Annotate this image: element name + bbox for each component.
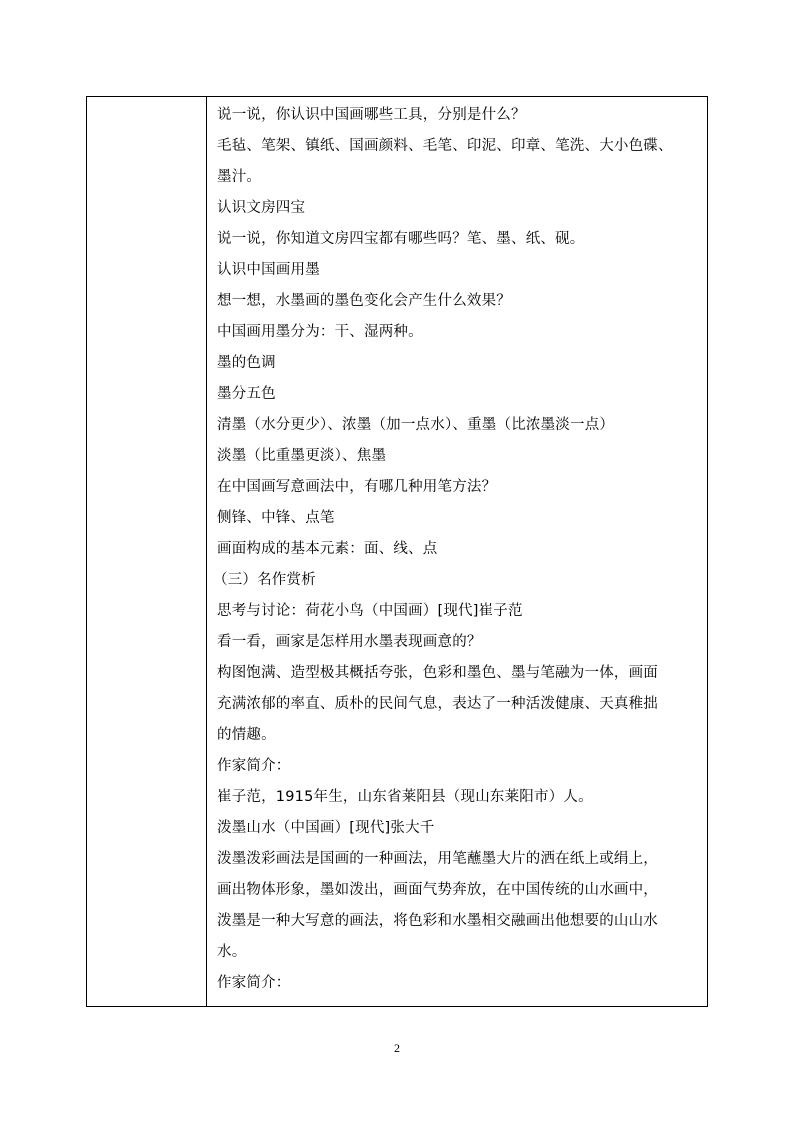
lesson-content — [213, 100, 699, 999]
text-line: 墨汁。 — [217, 169, 262, 185]
text-line: 中国画用墨分为：干、湿两种。 — [217, 324, 423, 340]
lesson-table — [86, 96, 708, 1007]
text-line: 说一说，你知道文房四宝都有哪些吗？笔、墨、纸、砚。 — [217, 231, 585, 247]
section-heading: （三）名作赏析 — [213, 572, 316, 588]
text-line: 认识中国画用墨 — [217, 262, 320, 278]
page-number: 2 — [394, 1041, 400, 1055]
text-line: 想一想，水墨画的墨色变化会产生什么效果？ — [217, 293, 511, 309]
text-line: 泼墨泼彩画法是国画的一种画法，用笔蘸墨大片的洒在纸上或绢上， — [217, 851, 658, 867]
text-line: 泼墨山水（中国画）[现代]张大千 — [217, 820, 435, 836]
text-line: 墨分五色 — [217, 386, 276, 402]
text-line: 作家简介： — [217, 975, 291, 991]
text-line: 说一说，你认识中国画哪些工具，分别是什么？ — [217, 107, 526, 123]
text-line: 画出物体形象，墨如泼出，画面气势奔放，在中国传统的山水画中， — [217, 882, 658, 898]
text-line: 充满浓郁的率直、质朴的民间气息，表达了一种活泼健康、天真稚拙 — [217, 696, 658, 712]
text-line: 思考与讨论：荷花小鸟（中国画）[现代]崔子范 — [217, 603, 523, 619]
text-line: 水。 — [217, 944, 247, 960]
table-right-cell — [207, 97, 707, 1006]
text-line: 在中国画写意画法中，有哪几种用笔方法？ — [217, 479, 497, 495]
text-line: 画面构成的基本元素：面、线、点 — [217, 541, 438, 557]
text-line: 崔子范，1915年生，山东省莱阳县（现山东莱阳市）人。 — [217, 789, 593, 805]
text-line: 清墨（水分更少）、浓墨（加一点水）、重墨（比浓墨淡一点） — [217, 417, 615, 433]
text-line: 泼墨是一种大写意的画法，将色彩和水墨相交融画出他想要的山山水 — [217, 913, 658, 929]
text-line: 认识文房四宝 — [217, 200, 306, 216]
text-line: 毛毡、笔架、镇纸、国画颜料、毛笔、印泥、印章、笔洗、大小色碟、 — [217, 138, 673, 154]
table-left-cell — [87, 97, 207, 1006]
text-line: 作家简介： — [217, 758, 291, 774]
text-line: 看一看，画家是怎样用水墨表现画意的？ — [217, 634, 482, 650]
text-line: 淡墨（比重墨更淡）、焦墨 — [217, 448, 387, 464]
text-line: 构图饱满、造型极其概括夸张，色彩和墨色、墨与笔融为一体，画面 — [217, 665, 658, 681]
text-line: 的情趣。 — [217, 727, 276, 743]
text-line: 墨的色调 — [217, 355, 276, 371]
text-line: 侧锋、中锋、点笔 — [217, 510, 335, 526]
